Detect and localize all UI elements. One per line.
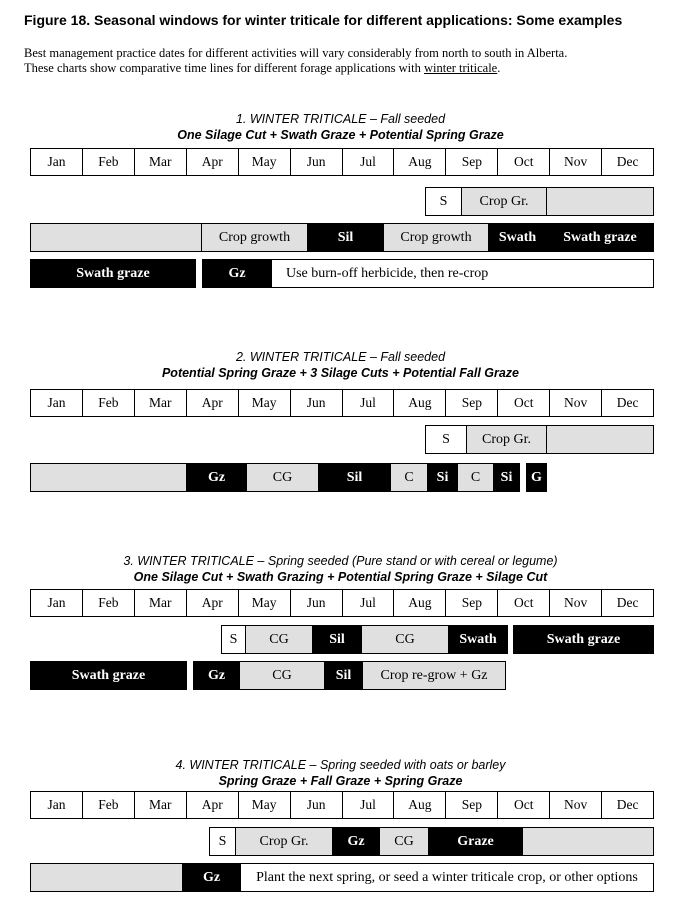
month-cell-nov: Nov [550,590,602,616]
timeline-segment-s: S [221,625,246,654]
timeline-segment-cg: CG [245,625,313,654]
month-cell-mar: Mar [135,792,187,818]
month-cell-jan: Jan [31,792,83,818]
winter-triticale-link[interactable]: winter triticale [423,61,498,75]
timeline-segment-sil: Sil [312,625,362,654]
month-cell-jul: Jul [343,792,395,818]
timeline-segment-swath-graze: Swath graze [513,625,654,654]
month-cell-feb: Feb [83,792,135,818]
timeline-segment-cg: CG [361,625,449,654]
timeline-segment-sil: Sil [324,661,363,690]
month-cell-mar: Mar [135,390,187,416]
description-line-2-suffix: . [497,61,501,75]
month-cell-nov: Nov [550,149,602,175]
figure-description [24,46,669,76]
timeline-segment-si: Si [493,463,520,492]
timeline-segment-blank [30,863,183,892]
month-cell-feb: Feb [83,390,135,416]
timeline-segment-gz: Gz [202,259,272,288]
section-1-month-header [30,148,654,176]
month-cell-apr: Apr [187,590,239,616]
month-cell-jul: Jul [343,390,395,416]
section-3-month-header [30,589,654,617]
description-line-1: Best management practice dates for different activities will vary considerably from north to south in Alberta. [24,46,568,60]
section-4-title [0,757,681,789]
month-cell-may: May [239,390,291,416]
month-cell-jul: Jul [343,149,395,175]
section-2-title [0,349,681,381]
timeline-segment-crop-gr: Crop Gr. [235,827,333,856]
timeline-segment-gz: Gz [332,827,380,856]
timeline-segment-swath-graze: Swath graze [546,223,654,252]
timeline-segment-crop-re-grow-gz: Crop re-grow + Gz [362,661,506,690]
timeline-segment-sil: Sil [318,463,391,492]
section-4-subheading: Spring Graze + Fall Graze + Spring Graze [218,774,463,788]
timeline-segment-crop-growth: Crop growth [383,223,489,252]
timeline-segment-blank [30,223,202,252]
section-3-title [0,553,681,585]
month-cell-oct: Oct [498,149,550,175]
timeline-segment-use-burn-off-herbicide-then-re-crop: Use burn-off herbicide, then re-crop [271,259,654,288]
timeline-segment-swath-graze: Swath graze [30,661,187,690]
section-4-heading: 4. WINTER TRITICALE – Spring seeded with oats or barley [175,758,506,772]
month-cell-aug: Aug [394,792,446,818]
section-3-heading: 3. WINTER TRITICALE – Spring seeded (Pure stand or with cereal or legume) [123,554,558,568]
timeline-segment-crop-gr: Crop Gr. [466,425,547,454]
timeline-segment-gz: Gz [186,463,247,492]
month-cell-jan: Jan [31,149,83,175]
month-cell-mar: Mar [135,149,187,175]
section-3-subheading: One Silage Cut + Swath Grazing + Potential Spring Graze + Silage Cut [133,570,548,584]
section-2-month-header [30,389,654,417]
month-cell-jul: Jul [343,590,395,616]
timeline-segment-crop-growth: Crop growth [201,223,308,252]
month-cell-jun: Jun [291,590,343,616]
timeline-segment-swath: Swath [448,625,508,654]
month-cell-aug: Aug [394,149,446,175]
section-1-title [0,111,681,143]
timeline-segment-cg: CG [246,463,319,492]
month-cell-dec: Dec [616,154,639,169]
timeline-segment-s: S [425,187,462,216]
section-1-heading: 1. WINTER TRITICALE – Fall seeded [235,112,446,126]
description-line-2-prefix: These charts show comparative time lines for different forage applications with [24,61,424,75]
month-cell-nov: Nov [550,390,602,416]
month-cell-jun: Jun [291,792,343,818]
month-cell-apr: Apr [187,792,239,818]
month-cell-jun: Jun [291,390,343,416]
timeline-segment-s: S [209,827,236,856]
timeline-segment-cg: CG [379,827,429,856]
month-cell-may: May [239,149,291,175]
timeline-segment-sil: Sil [307,223,384,252]
timeline-segment-plant-the-next-spring-or-seed-a-winter-triticale-crop-or-other-options: Plant the next spring, or seed a winter triticale crop, or other options [240,863,654,892]
timeline-segment-graze: Graze [428,827,523,856]
section-2-subheading: Potential Spring Graze + 3 Silage Cuts + Potential Fall Graze [161,366,520,380]
timeline-segment-si: Si [427,463,458,492]
month-cell-may: May [239,792,291,818]
timeline-segment-blank [522,827,654,856]
month-cell-jun: Jun [291,149,343,175]
month-cell-nov: Nov [550,792,602,818]
timeline-segment-swath: Swath [488,223,547,252]
month-cell-oct: Oct [498,590,550,616]
month-cell-dec: Dec [616,395,639,410]
timeline-segment-swath-graze: Swath graze [30,259,196,288]
month-cell-apr: Apr [187,390,239,416]
timeline-segment-cg: CG [239,661,325,690]
month-cell-may: May [239,590,291,616]
month-cell-dec: Dec [616,595,639,610]
timeline-segment-gz: Gz [193,661,240,690]
timeline-segment-s: S [425,425,467,454]
timeline-segment-c: C [390,463,428,492]
month-cell-mar: Mar [135,590,187,616]
section-1-subheading: One Silage Cut + Swath Graze + Potential Spring Graze [177,128,504,142]
month-cell-feb: Feb [83,149,135,175]
month-cell-oct: Oct [498,390,550,416]
month-cell-sep: Sep [446,390,498,416]
section-4-month-header [30,791,654,819]
section-2-heading: 2. WINTER TRITICALE – Fall seeded [235,350,446,364]
month-cell-jan: Jan [31,590,83,616]
month-cell-sep: Sep [446,590,498,616]
month-cell-aug: Aug [394,590,446,616]
timeline-segment-blank [30,463,187,492]
month-cell-sep: Sep [446,792,498,818]
figure-title: Figure 18. Seasonal windows for winter triticale for different applications: Some examples [24,12,623,28]
timeline-segment-c: C [457,463,494,492]
month-cell-jan: Jan [31,390,83,416]
timeline-segment-gz: Gz [182,863,241,892]
timeline-segment-blank [546,187,654,216]
timeline-segment-blank [546,425,654,454]
month-cell-aug: Aug [394,390,446,416]
timeline-segment-g: G [526,463,547,492]
month-cell-sep: Sep [446,149,498,175]
month-cell-feb: Feb [83,590,135,616]
month-cell-apr: Apr [187,149,239,175]
month-cell-dec: Dec [616,797,639,812]
month-cell-oct: Oct [498,792,550,818]
timeline-segment-crop-gr: Crop Gr. [461,187,547,216]
